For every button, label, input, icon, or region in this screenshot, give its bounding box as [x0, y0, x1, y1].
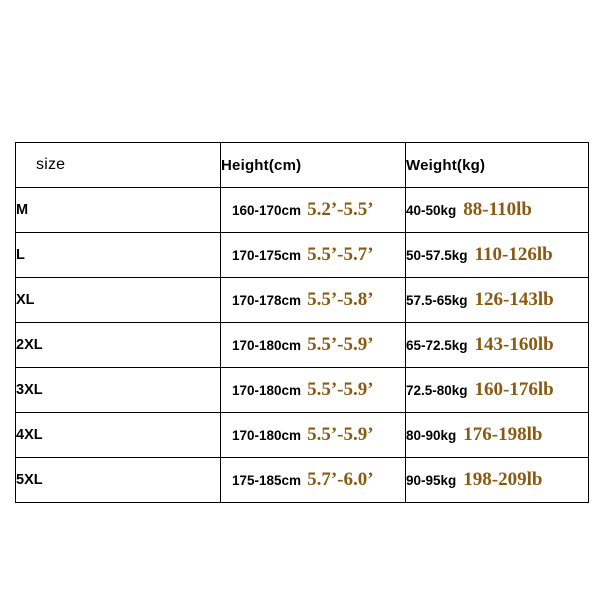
- weight-lb: 176-198lb: [463, 424, 543, 445]
- table-row: [16, 368, 589, 413]
- weight-lb: 143-160lb: [474, 334, 554, 355]
- height-cm: 170-180cm: [232, 338, 302, 353]
- cell-weight: [406, 188, 589, 233]
- weight-kg: 72.5-80kg: [406, 383, 468, 398]
- cell-weight: [406, 413, 589, 458]
- weight-lb: 88-110lb: [463, 199, 532, 220]
- height-cm: 170-175cm: [232, 248, 302, 263]
- weight-lb: 110-126lb: [474, 244, 553, 265]
- table-row: [16, 278, 589, 323]
- height-cm: 170-178cm: [232, 293, 302, 308]
- table-row: [16, 233, 589, 278]
- size-chart-table: [15, 142, 589, 503]
- cell-height: [221, 188, 406, 233]
- column-header-weight: Weight(kg): [406, 143, 589, 188]
- weight-kg: 50-57.5kg: [406, 248, 468, 263]
- column-header-size: size: [16, 143, 221, 188]
- height-ft: 5.5’-5.8’: [307, 289, 374, 310]
- height-cm: 175-185cm: [232, 473, 302, 488]
- table-row: [16, 413, 589, 458]
- height-cm: 160-170cm: [232, 203, 302, 218]
- cell-weight: [406, 323, 589, 368]
- cell-size: L: [16, 233, 221, 278]
- cell-weight: [406, 233, 589, 278]
- weight-kg: 65-72.5kg: [406, 338, 468, 353]
- weight-kg: 90-95kg: [406, 473, 457, 488]
- cell-weight: [406, 458, 589, 503]
- cell-size: XL: [16, 278, 221, 323]
- table-row: [16, 188, 589, 233]
- cell-height: [221, 413, 406, 458]
- height-cm: 170-180cm: [232, 428, 302, 443]
- weight-kg: 57.5-65kg: [406, 293, 468, 308]
- cell-size: 5XL: [16, 458, 221, 503]
- cell-height: [221, 278, 406, 323]
- cell-weight: [406, 278, 589, 323]
- weight-lb: 126-143lb: [474, 289, 554, 310]
- table-row: [16, 458, 589, 503]
- cell-height: [221, 233, 406, 278]
- table-header-row: [16, 143, 589, 188]
- table-row: [16, 323, 589, 368]
- cell-height: [221, 323, 406, 368]
- column-header-height: Height(cm): [221, 143, 406, 188]
- cell-size: 3XL: [16, 368, 221, 413]
- height-ft: 5.7’-6.0’: [307, 469, 374, 490]
- height-cm: 170-180cm: [232, 383, 302, 398]
- height-ft: 5.2’-5.5’: [307, 199, 374, 220]
- weight-kg: 80-90kg: [406, 428, 457, 443]
- height-ft: 5.5’-5.9’: [307, 424, 374, 445]
- weight-lb: 198-209lb: [463, 469, 543, 490]
- cell-size: 4XL: [16, 413, 221, 458]
- weight-lb: 160-176lb: [474, 379, 554, 400]
- weight-kg: 40-50kg: [406, 203, 457, 218]
- cell-weight: [406, 368, 589, 413]
- cell-size: M: [16, 188, 221, 233]
- height-ft: 5.5’-5.9’: [307, 379, 374, 400]
- cell-height: [221, 458, 406, 503]
- cell-height: [221, 368, 406, 413]
- height-ft: 5.5’-5.7’: [307, 244, 374, 265]
- height-ft: 5.5’-5.9’: [307, 334, 374, 355]
- cell-size: 2XL: [16, 323, 221, 368]
